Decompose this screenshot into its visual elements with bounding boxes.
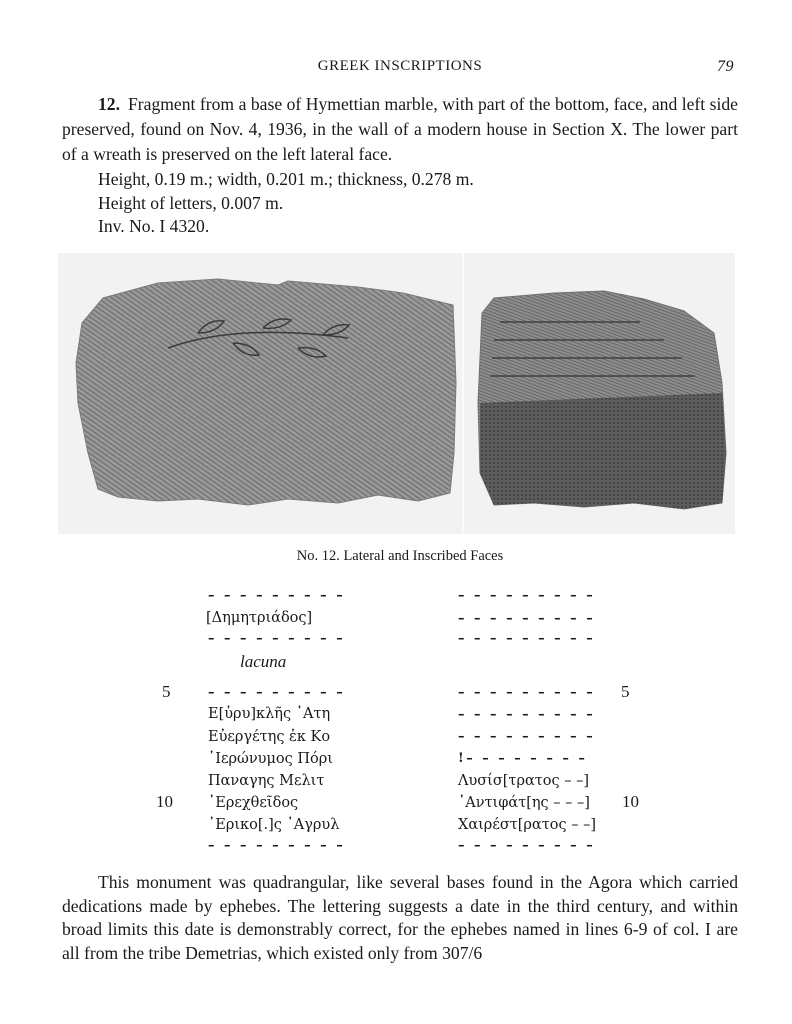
commentary-paragraph: This monument was quadrangular, like several bases found in the Agora which carried dedications made by ephebes. The lettering suggests a date in the third century, and within broad limits this date is demonstrably correct, for the ephebes named in lines 6-9 of col. I are all from the tribe Demetrias, which existed only from 307/6 bbox=[62, 872, 738, 963]
inscribed-face-photo bbox=[464, 253, 735, 534]
measurement-dimensions: Height, 0.19 m.; width, 0.201 m.; thickness, 0.278 m. bbox=[98, 169, 474, 189]
col1-line: ᾿Ερικο[.]ς ᾿Αγρυλ bbox=[208, 817, 340, 833]
entry-description: Fragment from a base of Hymettian marble, with part of the bottom, face, and left side preserved, found on Nov. 4, 1936, in the wall of a modern house in Section X. The lower part of a wreath is preserved on the left lateral face. bbox=[62, 94, 738, 164]
col1-line: – – – – – – – – – bbox=[208, 631, 346, 646]
col1-line: ᾿Ερεχθεῖδος bbox=[208, 795, 299, 811]
col2-line: – – – – – – – – – bbox=[458, 588, 596, 603]
measurement-letters: Height of letters, 0.007 m. bbox=[98, 192, 284, 213]
col1-line: – – – – – – – – – bbox=[208, 588, 346, 603]
col2-line: Χαιρέστ[ρατος – –] bbox=[458, 817, 596, 833]
col2-line: !– – – – – – – – bbox=[458, 751, 588, 766]
lateral-face-photo bbox=[58, 253, 462, 534]
page-header bbox=[62, 58, 738, 78]
col2-line: – – – – – – – – – bbox=[458, 838, 596, 853]
measurements bbox=[98, 168, 698, 239]
col1-line: – – – – – – – – – bbox=[208, 685, 346, 700]
line-number-5-right: 5 bbox=[621, 682, 630, 701]
col2-line: – – – – – – – – – bbox=[458, 707, 596, 722]
col2-line: – – – – – – – – – bbox=[458, 631, 596, 646]
line-number-10-left: 10 bbox=[156, 792, 173, 811]
page-number: 79 bbox=[717, 58, 734, 75]
col2-line: – – – – – – – – – bbox=[458, 685, 596, 700]
col2-line: – – – – – – – – – bbox=[458, 729, 596, 744]
entry-paragraph bbox=[62, 92, 738, 167]
col1-line: ῾Ιερώνυμος Πόρι bbox=[208, 751, 333, 767]
entry-number: 12. bbox=[98, 94, 120, 114]
line-number-5-left: 5 bbox=[162, 682, 171, 701]
col2-line: ᾿Αντιφάτ[ης – – –] bbox=[458, 795, 590, 811]
inventory-number: Inv. No. I 4320. bbox=[98, 216, 210, 236]
photo-plates bbox=[58, 253, 735, 534]
col1-line: [Δημητριάδος] bbox=[206, 610, 313, 626]
line-number-10-right: 10 bbox=[622, 792, 639, 811]
col1-line: Παναγης Μελιτ bbox=[208, 773, 325, 789]
col1-line: Εὐεργέτης ἐκ Κο bbox=[208, 729, 331, 745]
col2-line: – – – – – – – – – bbox=[458, 611, 596, 626]
lacuna-label: lacuna bbox=[240, 652, 287, 671]
col2-line: Λυσίσ[τρατος – –] bbox=[458, 773, 590, 789]
col1-line: Ε[ὐρυ]κλῆς ᾿Ατη bbox=[208, 706, 331, 722]
col1-line: – – – – – – – – – bbox=[208, 838, 346, 853]
figure-caption: No. 12. Lateral and Inscribed Faces bbox=[296, 548, 504, 564]
running-title: GREEK INSCRIPTIONS bbox=[317, 58, 483, 74]
